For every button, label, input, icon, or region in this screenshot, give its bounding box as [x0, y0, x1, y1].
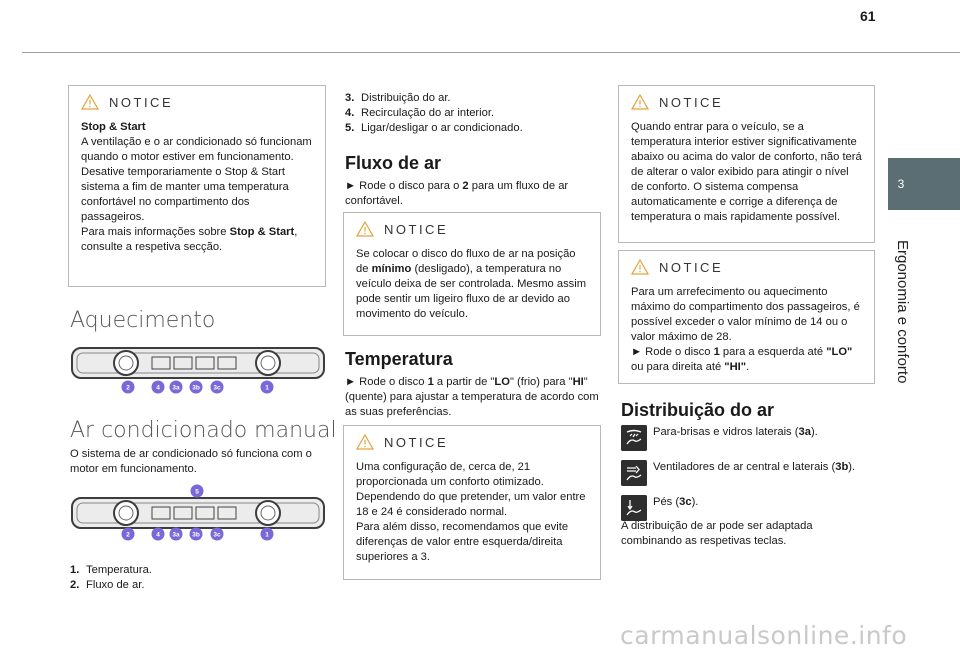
- notice-text: A ventilação e o ar condicionado só funcionam quando o motor estiver em funcionamento.: [81, 136, 312, 163]
- notice-title: NOTICE: [659, 94, 724, 110]
- callout-text: 3a: [172, 384, 180, 392]
- temperature-knob[interactable]: [256, 351, 280, 375]
- callout-text: 4: [156, 384, 160, 392]
- page-number: 61: [860, 8, 876, 24]
- mode-vents: [621, 460, 875, 486]
- mode-feet: [621, 495, 875, 521]
- warning-icon: [356, 434, 374, 450]
- notice-text: Dependendo do que pretender, um valor entre 18 e 24 é considerado normal.: [356, 491, 586, 518]
- notice-heading: Stop & Start: [81, 121, 146, 133]
- heading-distribution: Distribuição do ar: [621, 400, 775, 420]
- feet-icon: [621, 495, 647, 521]
- temperature-knob[interactable]: [256, 501, 280, 525]
- warning-icon: [631, 259, 649, 275]
- notice-text: Para além disso, recomendamos que evite diferenças de valor entre esquerda/direita superiores a 3.: [356, 521, 569, 563]
- mode-label: Pés (3c).: [653, 496, 699, 508]
- warning-icon: [356, 221, 374, 237]
- chapter-title: Ergonomia e conforto: [894, 240, 911, 384]
- notice-temperature: [343, 425, 601, 580]
- notice-text: Para mais informações sobre Stop & Start, consulte a respetiva secção.: [81, 226, 298, 253]
- column-2-notice-2: [343, 425, 601, 580]
- notice-text: Uma configuração de, cerca de, 21 proporcionada um conforto otimizado.: [356, 461, 544, 488]
- callout-text: 3b: [192, 384, 200, 392]
- callout-text: 1: [265, 531, 269, 539]
- warning-icon: [81, 94, 99, 110]
- notice-comfort: [618, 85, 875, 243]
- warning-icon: [631, 94, 649, 110]
- ac-intro: O sistema de ar condicionado só funciona com o motor em funcionamento.: [70, 448, 312, 475]
- list-item: 2. Fluxo de ar.: [70, 579, 145, 591]
- list-item: 5. Ligar/desligar o ar condicionado.: [345, 122, 523, 134]
- notice-text: Para um arrefecimento ou aquecimento máximo do compartimento dos passageiros, é possível exceder o valor mínimo de 14 ou o valor máximo de 28.: [631, 286, 860, 343]
- heading-temperature: Temperatura: [345, 349, 453, 369]
- list-item: 4. Recirculação do ar interior.: [345, 107, 495, 119]
- mode-label: Para-brisas e vidros laterais (3a).: [653, 426, 818, 438]
- distribution-modes: [621, 425, 875, 530]
- heating-control-panel: [68, 344, 328, 398]
- callout-text: 3b: [192, 531, 200, 539]
- column-3-notice-2: [618, 250, 875, 384]
- numbered-list-1: [70, 563, 328, 593]
- list-item: 3. Distribuição do ar.: [345, 92, 451, 104]
- column-1: [68, 85, 326, 287]
- notice-title: NOTICE: [384, 434, 449, 450]
- airflow-text: ► Rode o disco para o 2 para um fluxo de ar confortável.: [345, 180, 569, 207]
- notice-stop-start: [68, 85, 326, 287]
- callout-text: 2: [126, 384, 130, 392]
- notice-text: ► Rode o disco 1 para a esquerda até "LO" ou para direita até "HI".: [631, 346, 853, 373]
- notice-title: NOTICE: [384, 221, 449, 237]
- distribution-closing: A distribuição de ar pode ser adaptada combinando as respetivas teclas.: [621, 520, 813, 547]
- notice-title: NOTICE: [659, 259, 724, 275]
- header-rule: [22, 52, 960, 53]
- list-item: 1. Temperatura.: [70, 564, 152, 576]
- numbered-list-2: [345, 91, 601, 136]
- heading-ac: Ar condicionado manual: [70, 418, 337, 443]
- chapter-number: 3: [897, 177, 905, 191]
- callout-text: 3c: [213, 531, 221, 539]
- callout-text: 1: [265, 384, 269, 392]
- vents-icon: [621, 460, 647, 486]
- notice-title: NOTICE: [109, 94, 174, 110]
- callout-text: 4: [156, 531, 160, 539]
- notice-text: Quando entrar para o veículo, se a temperatura interior estiver significativamente abaixo ou acima do valor de conforto, não terá de alterar o valor exibido para atingir o nível de conforto. O sistema compensa automaticamente e corrige a diferença de temperatura o mais rapidamente possível.: [631, 121, 862, 223]
- notice-text: Desative temporariamente o Stop & Start sistema a fim de manter uma temperatura confortável no compartimento dos passageiros.: [81, 166, 289, 223]
- temperature-text: ► Rode o disco 1 a partir de "LO" (frio) para "HI" (quente) para ajustar a temperatura de acordo com as suas preferências.: [345, 376, 599, 418]
- mode-windscreen: [621, 425, 875, 451]
- ac-control-panel: [68, 484, 328, 542]
- callout-text: 3a: [172, 531, 180, 539]
- callout-text: 3c: [213, 384, 221, 392]
- notice-max-cooling: [618, 250, 875, 384]
- heading-airflow: Fluxo de ar: [345, 153, 442, 173]
- mode-label: Ventiladores de ar central e laterais (3b).: [653, 461, 856, 473]
- notice-airflow: [343, 212, 601, 336]
- watermark: carmanualsonline.info: [620, 621, 908, 649]
- callout-text: 2: [126, 531, 130, 539]
- column-3-notice-1: [618, 85, 875, 243]
- notice-text: Se colocar o disco do fluxo de ar na posição de mínimo (desligado), a temperatura no veículo deixa de ser controlada. Mesmo assim pode sentir um ligeiro fluxo de ar devido ao movimento do veículo.: [356, 248, 587, 320]
- airflow-knob[interactable]: [114, 351, 138, 375]
- windscreen-icon: [621, 425, 647, 451]
- column-2-notice-1: [343, 212, 601, 336]
- callout-text: 5: [195, 488, 199, 496]
- heading-heating: Aquecimento: [70, 308, 216, 333]
- airflow-knob[interactable]: [114, 501, 138, 525]
